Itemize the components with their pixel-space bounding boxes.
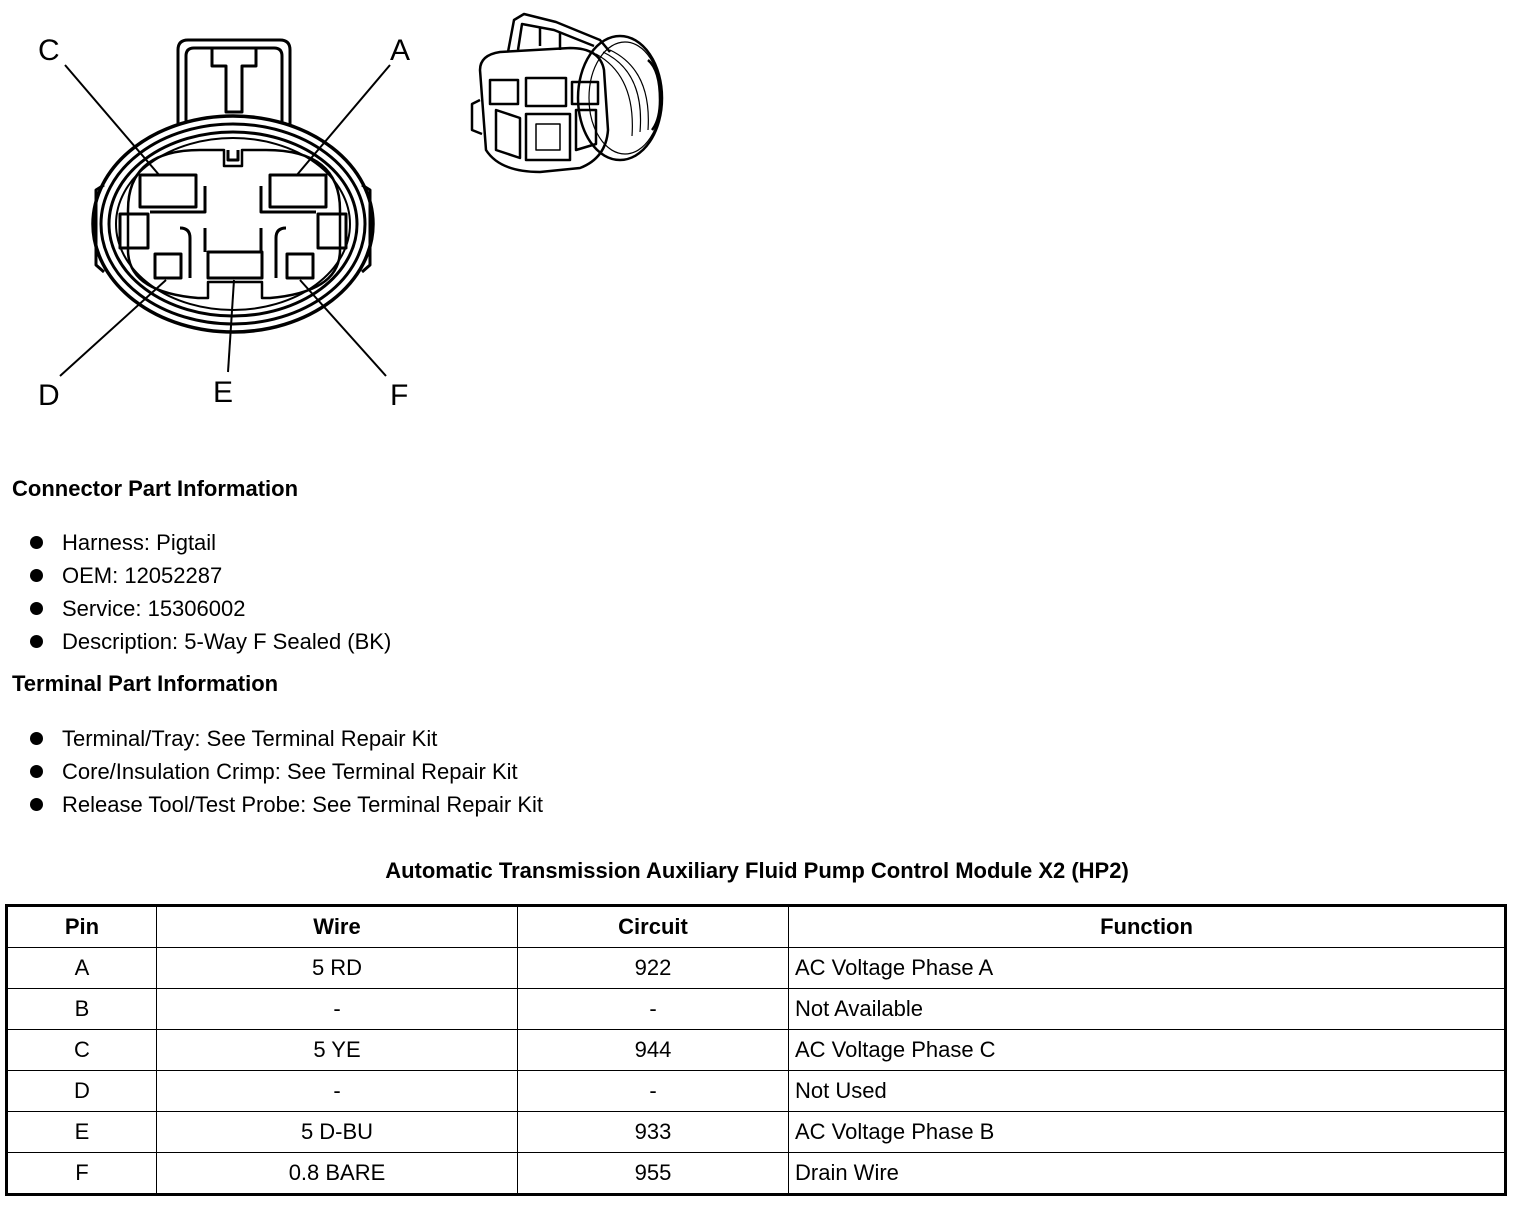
connector-info-list xyxy=(30,528,391,660)
list-item: Service: 15306002 xyxy=(30,594,391,627)
header-function: Function xyxy=(789,906,1506,948)
list-item: Harness: Pigtail xyxy=(30,528,391,561)
cell-pin: F xyxy=(7,1153,157,1195)
terminal-info-list xyxy=(30,724,543,823)
connector-face-diagram xyxy=(0,0,460,440)
cell-circuit: 933 xyxy=(518,1112,789,1153)
bullet-icon xyxy=(30,798,43,811)
cell-circuit: - xyxy=(518,989,789,1030)
cell-function: Drain Wire xyxy=(789,1153,1506,1195)
table-row xyxy=(7,1030,1506,1071)
table-header-row xyxy=(7,906,1506,948)
terminal-info-heading: Terminal Part Information xyxy=(12,671,279,696)
leader-line-f xyxy=(300,280,386,376)
bullet-icon xyxy=(30,765,43,778)
cell-circuit: 922 xyxy=(518,948,789,989)
pin-label-d: D xyxy=(38,379,60,412)
cell-wire: 5 D-BU xyxy=(157,1112,518,1153)
table-row xyxy=(7,989,1506,1030)
table-row xyxy=(7,948,1506,989)
cell-function: AC Voltage Phase A xyxy=(789,948,1506,989)
list-item: Terminal/Tray: See Terminal Repair Kit xyxy=(30,724,543,757)
cell-pin: A xyxy=(7,948,157,989)
cell-function: Not Used xyxy=(789,1071,1506,1112)
cell-function: AC Voltage Phase C xyxy=(789,1030,1506,1071)
pin-label-f: F xyxy=(390,379,409,412)
cell-function: Not Available xyxy=(789,989,1506,1030)
connector-info-heading: Connector Part Information xyxy=(12,476,299,501)
header-wire: Wire xyxy=(157,906,518,948)
connector-isometric-view xyxy=(460,0,680,190)
cell-wire: 5 YE xyxy=(157,1030,518,1071)
list-item: OEM: 12052287 xyxy=(30,561,391,594)
pinout-table xyxy=(5,904,1507,1196)
bullet-icon xyxy=(30,732,43,745)
cell-function: AC Voltage Phase B xyxy=(789,1112,1506,1153)
list-item: Description: 5-Way F Sealed (BK) xyxy=(30,627,391,660)
header-pin: Pin xyxy=(7,906,157,948)
cell-circuit: 955 xyxy=(518,1153,789,1195)
pin-label-a: A xyxy=(390,34,411,67)
list-item: Release Tool/Test Probe: See Terminal Repair Kit xyxy=(30,790,543,823)
table-row xyxy=(7,1071,1506,1112)
pin-label-e: E xyxy=(213,376,234,409)
leader-line-d xyxy=(60,280,166,376)
cell-pin: E xyxy=(7,1112,157,1153)
table-row xyxy=(7,1112,1506,1153)
table-title: Automatic Transmission Auxiliary Fluid Pump Control Module X2 (HP2) xyxy=(385,858,1129,883)
cell-wire: - xyxy=(157,989,518,1030)
cell-circuit: - xyxy=(518,1071,789,1112)
cell-pin: C xyxy=(7,1030,157,1071)
list-item: Core/Insulation Crimp: See Terminal Repair Kit xyxy=(30,757,543,790)
cell-pin: D xyxy=(7,1071,157,1112)
cell-wire: 5 RD xyxy=(157,948,518,989)
cell-wire: - xyxy=(157,1071,518,1112)
pin-label-c: C xyxy=(38,34,60,67)
leader-line-c xyxy=(65,65,160,176)
bullet-icon xyxy=(30,635,43,648)
bullet-icon xyxy=(30,569,43,582)
header-circuit: Circuit xyxy=(518,906,789,948)
cell-circuit: 944 xyxy=(518,1030,789,1071)
cell-wire: 0.8 BARE xyxy=(157,1153,518,1195)
cell-pin: B xyxy=(7,989,157,1030)
bullet-icon xyxy=(30,536,43,549)
table-row xyxy=(7,1153,1506,1195)
bullet-icon xyxy=(30,602,43,615)
leader-line-e xyxy=(228,280,234,372)
